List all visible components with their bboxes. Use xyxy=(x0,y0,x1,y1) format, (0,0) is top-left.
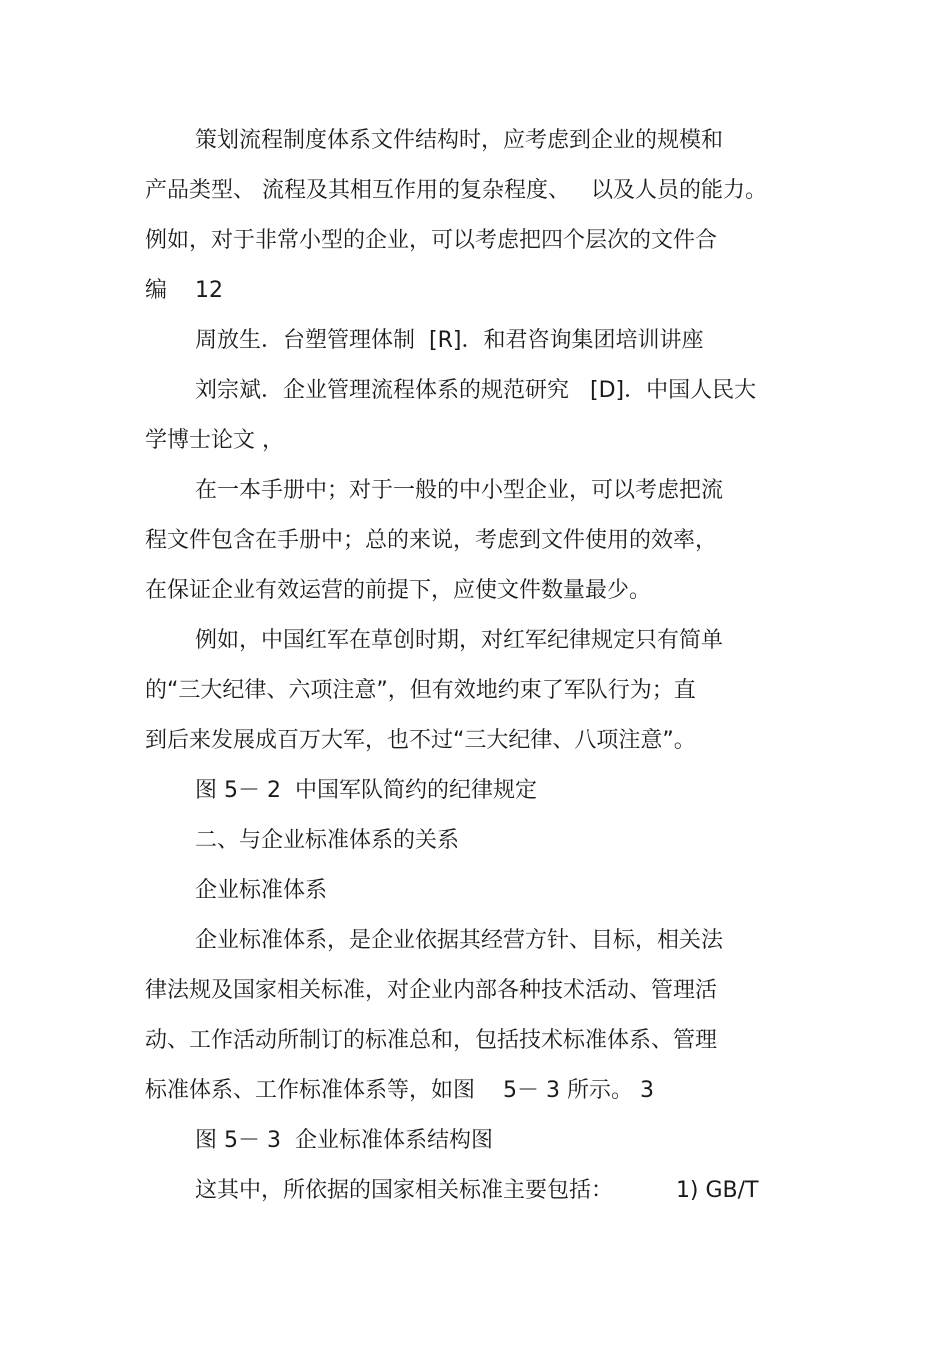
paragraph-line: 标准体系、工作标准体系等，如图 5－ 3 所示。 3 xyxy=(145,1078,654,1103)
section-heading: 二、与企业标准体系的关系 xyxy=(195,828,460,853)
paragraph-line: 例如，中国红军在草创时期，对红军纪律规定只有简单 xyxy=(195,628,724,653)
paragraph-line: 策划流程制度体系文件结构时，应考虑到企业的规模和 xyxy=(195,128,724,153)
paragraph-line: 编 12 xyxy=(145,278,223,303)
paragraph-line: 律法规及国家相关标准，对企业内部各种技术活动、管理活 xyxy=(145,978,718,1003)
paragraph-line: 这其中，所依据的国家相关标准主要包括： 1) GB/T xyxy=(195,1178,759,1203)
paragraph-line: 在一本手册中；对于一般的中小型企业，可以考虑把流 xyxy=(195,478,724,503)
reference-line: 学博士论文 ， xyxy=(145,428,284,453)
paragraph-line: 程文件包含在手册中；总的来说，考虑到文件使用的效率， xyxy=(145,528,718,553)
reference-line: 刘宗斌．企业管理流程体系的规范研究 [D]．中国人民大 xyxy=(195,378,757,403)
figure-caption: 图 5－ 2 中国军队简约的纪律规定 xyxy=(195,778,537,803)
paragraph-line: 动、工作活动所制订的标准总和，包括技术标准体系、管理 xyxy=(145,1028,718,1053)
paragraph-line: 的“三大纪律、六项注意”，但有效地约束了军队行为；直 xyxy=(145,678,696,703)
paragraph-line: 企业标准体系，是企业依据其经营方针、目标，相关法 xyxy=(195,928,724,953)
paragraph-line: 到后来发展成百万大军，也不过“三大纪律、八项注意”。 xyxy=(145,728,696,753)
subsection-heading: 企业标准体系 xyxy=(195,878,328,903)
figure-caption: 图 5－ 3 企业标准体系结构图 xyxy=(195,1128,493,1153)
paragraph-line: 在保证企业有效运营的前提下，应使文件数量最少。 xyxy=(145,578,652,603)
reference-line: 周放生．台塑管理体制 [R]．和君咨询集团培训讲座 xyxy=(195,328,704,353)
paragraph-line: 产品类型、 流程及其相互作用的复杂程度、 以及人员的能力。 xyxy=(145,178,767,203)
paragraph-line: 例如，对于非常小型的企业，可以考虑把四个层次的文件合 xyxy=(145,228,718,253)
